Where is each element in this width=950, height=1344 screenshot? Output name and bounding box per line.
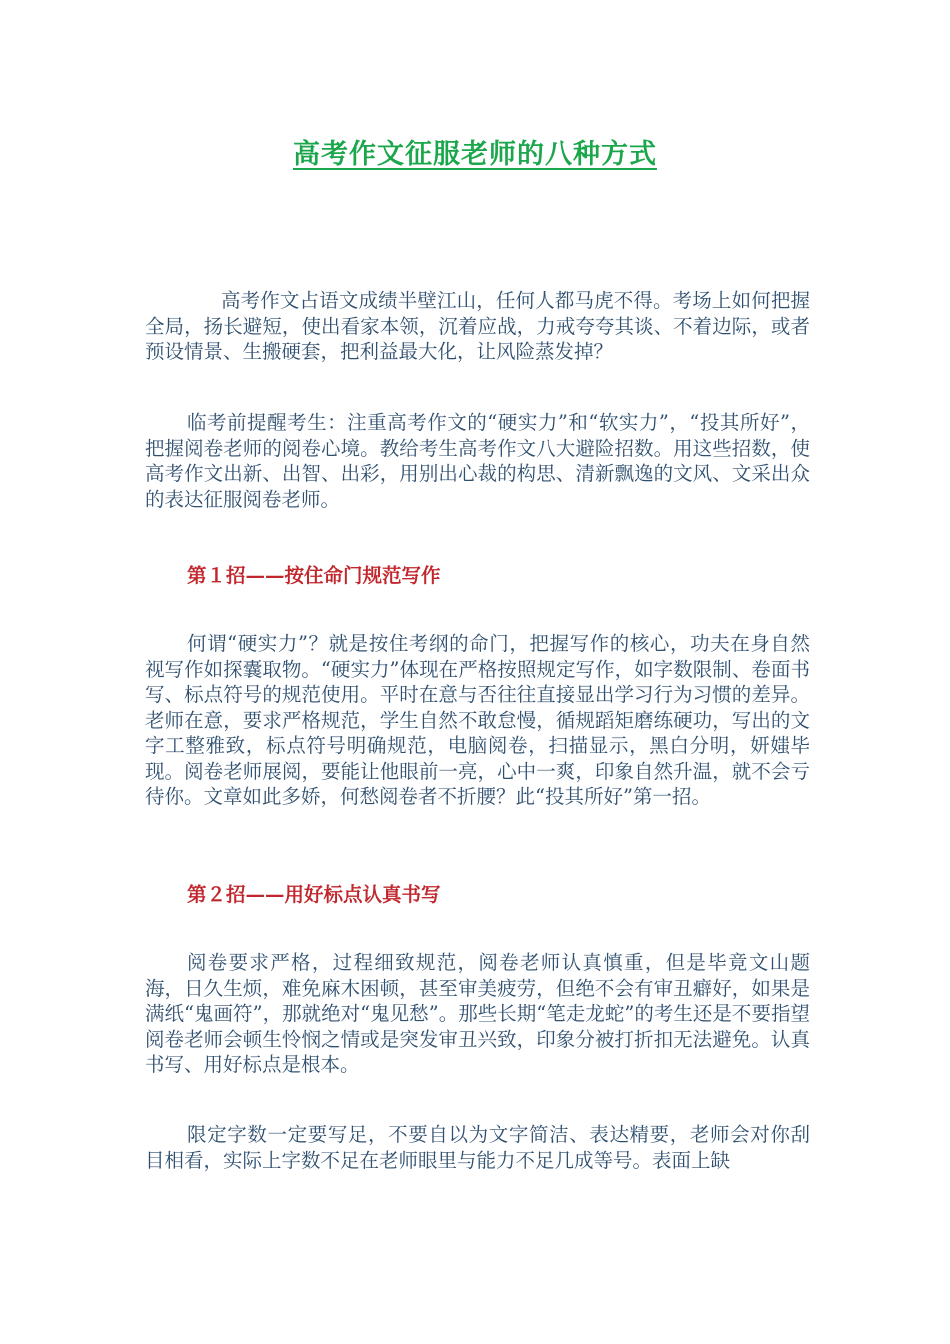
section-2-body: 阅卷要求严格，过程细致规范，阅卷老师认真慎重，但是毕竟文山题海，日久生烦，难免麻木困顿，甚至审美疲劳，但绝不会有审丑癖好，如果是满纸“鬼画符”，那就绝对“鬼见愁”。那些长期“笔走龙蛇”的考生还是不要指望阅卷老师会顿生怜悯之情或是突发审丑兴致，印象分被打折扣无法避免。认真书写、用好标点是根本。 [145,951,810,1076]
reminder-paragraph: 临考前提醒考生：注重高考作文的“硬实力”和“软实力”，“投其所好”，把握阅卷老师的阅卷心境。教给考生高考作文八大避险招数。用这些招数，使高考作文出新、出智、出彩，用别出心裁的构思、清新飘逸的文风、文采出众的表达征服阅卷老师。 [145,411,810,511]
section-1-heading: 第１招——按住命门规范写作 [187,564,441,587]
section-1-body: 何谓“硬实力”？就是按住考纲的命门，把握写作的核心，功夫在身自然视写作如探囊取物。“硬实力”体现在严格按照规定写作，如字数限制、卷面书写、标点符号的规范使用。平时在意与否往往直接显出学习行为习惯的差异。老师在意，要求严格规范，学生自然不敢怠慢，循规蹈矩磨练硬功，写出的文字工整雅致，标点符号明确规范，电脑阅卷，扫描显示，黑白分明，妍媸毕现。阅卷老师展阅，要能让他眼前一亮，心中一爽，印象自然升温，就不会亏待你。文章如此多娇，何愁阅卷者不折腰？此“投其所好”第一招。 [145,632,810,808]
document-title: 高考作文征服老师的八种方式 [293,139,657,170]
section-2-body-continued: 限定字数一定要写足，不要自以为文字简洁、表达精要，老师会对你刮目相看，实际上字数不足在老师眼里与能力不足几成等号。表面上缺 [145,1123,810,1172]
intro-paragraph: 高考作文占语文成绩半壁江山，任何人都马虎不得。考场上如何把握全局，扬长避短，使出看家本领，沉着应战，力戒夸夸其谈、不着边际，或者预设情景、生搬硬套，把利益最大化，让风险蒸发掉？ [145,289,810,363]
section-2-heading: 第２招——用好标点认真书写 [187,883,441,906]
